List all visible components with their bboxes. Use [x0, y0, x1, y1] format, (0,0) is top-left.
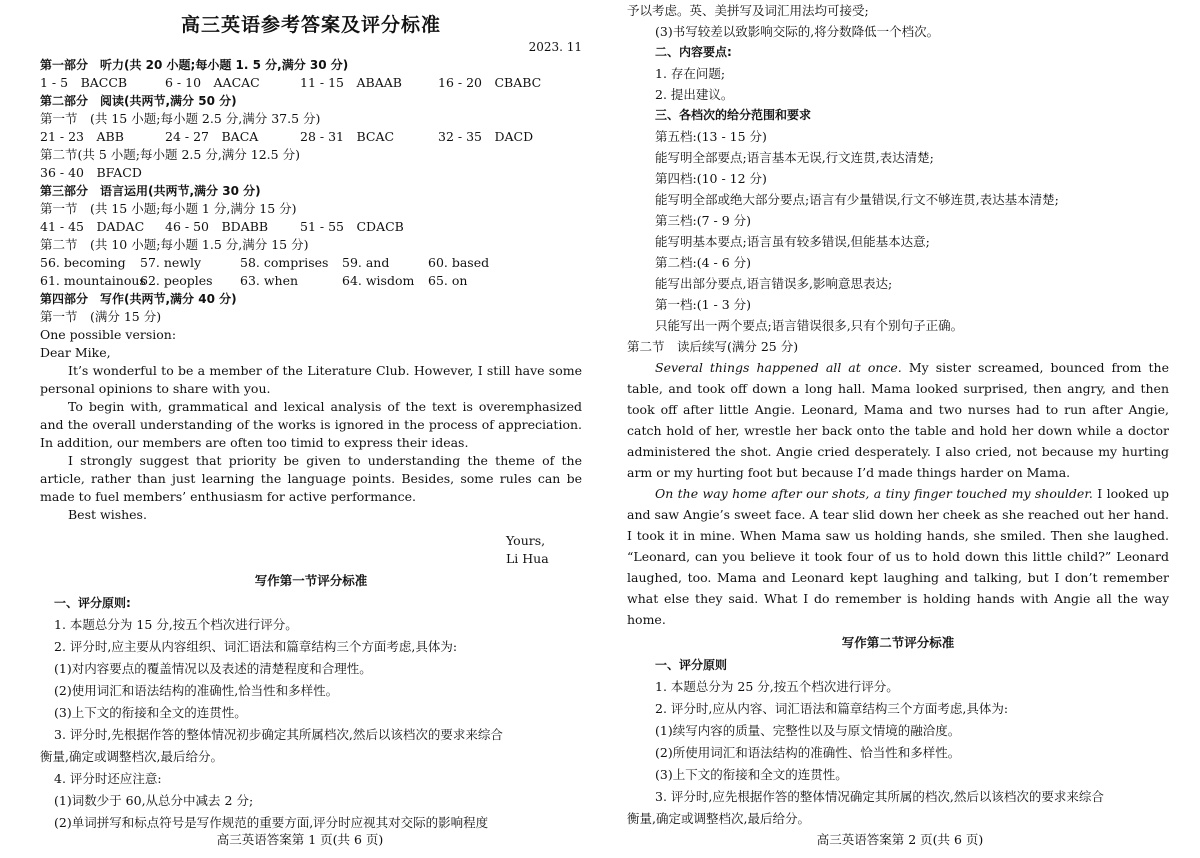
part-2-section-1: 第一节 (共 15 小题;每小题 2.5 分,满分 37.5 分) [40, 111, 321, 126]
grade-requirement: 能写明全部或绝大部分要点;语言有少量错误,行文不够连贯,表达基本清楚; [655, 192, 1059, 207]
scoring-standard-1 [40, 592, 582, 834]
standard-line: (1)词数少于 60,从总分中减去 2 分; [54, 793, 254, 808]
grade-level: 第二档:(4 - 6 分) [655, 255, 752, 270]
part-3-heading: 第三部分 语言运用(共两节,满分 30 分) [40, 184, 261, 198]
word-answer: 61. mountainous [40, 273, 146, 288]
story-text: My sister screamed, bounced from the table, and took off down a long hall. Mama looked surprised, then angry, and then took off after little Angie. Leonard, Mama and two nurses had to run after Angie, catch hold of her, wrestle her back onto the table and hold her down while a doctor administered the shot. Angie cried desperately. I also cried, not because my hurting arm or my hurting foot but because I’d made things harder on Mama. [627, 360, 1170, 480]
scoring-continuation [627, 0, 1169, 336]
story-text: I looked up and saw Angie’s sweet face. A tear slid down her cheek as she reached out her hand. I took it in mine. When Mama saw us holding hands, she smiled. Then she laughed. “Leonard, can you believe it took four of us to hold down this little child?” Leonard laughed, too. Mama and Leonard kept laughing and talking, but I don’t remember what else they said. What I do remember is holding hands with Angie all the way home. [627, 486, 1170, 627]
page-1-footer: 高三英语答案第 1 页(共 6 页) [216, 832, 384, 847]
page-2 [600, 0, 1200, 858]
answer-group: 41 - 45 DADAC [40, 219, 145, 234]
continuation-story [627, 357, 1169, 630]
standard-line: (3)上下文的衔接和全文的连贯性。 [655, 767, 848, 782]
word-answer: 63. when [240, 273, 299, 288]
standard-heading: 三、各档次的给分范围和要求 [655, 108, 812, 122]
grade-requirement: 只能写出一两个要点;语言错误很多,只有个别句子正确。 [655, 318, 964, 333]
possible-version-label: One possible version: [40, 327, 177, 342]
standard-line: 1. 本题总分为 15 分,按五个档次进行评分。 [54, 617, 298, 632]
standard-line: 衡量,确定或调整档次,最后给分。 [40, 749, 223, 764]
story-paragraph-2 [627, 483, 1169, 630]
letter-body [40, 362, 582, 524]
word-answer: 62. peoples [140, 273, 213, 288]
standard-line: (2)使用词汇和语法结构的准确性,恰当性和多样性。 [54, 683, 339, 698]
letter-greeting: Dear Mike, [40, 345, 111, 360]
standard-line: 一、评分原则 [655, 658, 728, 672]
answer-group: 6 - 10 AACAC [165, 75, 260, 90]
grade-level: 第四档:(10 - 12 分) [655, 171, 767, 186]
answers-36-40: 36 - 40 BFACD [40, 165, 142, 180]
letter-paragraph: It’s wonderful to be a member of the Literature Club. However, I still have some personal opinions to share with you. [40, 363, 582, 396]
grade-requirement: 能写出部分要点,语言错误多,影响意思表达; [655, 276, 893, 291]
part-4-heading: 第四部分 写作(共两节,满分 40 分) [40, 292, 237, 306]
letter-paragraph: To begin with, grammatical and lexical analysis of the text is overemphasized and the overall understanding of the works is ignored in the process of appreciation. In addition, our members are often too timid to express their ideas. [40, 399, 582, 450]
part-4-section-1: 第一节 (满分 15 分) [40, 309, 162, 324]
part-3-section-1: 第一节 (共 15 小题;每小题 1 分,满分 15 分) [40, 201, 297, 216]
standard-line: 4. 评分时还应注意: [54, 771, 162, 786]
story-paragraph-1 [627, 357, 1169, 483]
answer-group: 46 - 50 BDABB [165, 219, 269, 234]
answer-group: 16 - 20 CBABC [438, 75, 542, 90]
answer-group: 32 - 35 DACD [438, 129, 534, 144]
page-1-column [40, 0, 582, 834]
document-title: 高三英语参考答案及评分标准 [180, 14, 441, 36]
grade-level: 第一档:(1 - 3 分) [655, 297, 752, 312]
grade-requirement: 能写明基本要点;语言虽有较多错误,但能基本达意; [655, 234, 930, 249]
answers-21-35 [40, 128, 582, 146]
standard-line: 一、评分原则: [54, 596, 131, 610]
answers-61-65 [40, 272, 582, 290]
grade-level: 第三档:(7 - 9 分) [655, 213, 752, 228]
scoring-standard-2 [627, 654, 1169, 830]
answer-group: 21 - 23 ABB [40, 129, 124, 144]
grade-level: 第五档:(13 - 15 分) [655, 129, 767, 144]
standard-line: (3)书写较差以致影响交际的,将分数降低一个档次。 [655, 24, 940, 39]
document-date: 2023. 11 [528, 40, 582, 54]
standard-line: (1)续写内容的质量、完整性以及与原文情境的融洽度。 [655, 723, 961, 738]
word-answer: 59. and [342, 255, 390, 270]
answers-41-55 [40, 218, 582, 236]
answer-group: 51 - 55 CDACB [300, 219, 404, 234]
letter-signature: Li Hua [506, 551, 549, 566]
standard-line: (2)单词拼写和标点符号是写作规范的重要方面,评分时应视其对交际的影响程度 [54, 815, 489, 830]
section-2-heading: 第二节 读后续写(满分 25 分) [627, 339, 799, 354]
standard-line: (1)对内容要点的覆盖情况以及表述的清楚程度和合理性。 [54, 661, 372, 676]
standard-line: 1. 存在问题; [655, 66, 726, 81]
word-answer: 56. becoming [40, 255, 126, 270]
standard-line: 予以考虑。英、美拼写及词汇用法均可接受; [627, 3, 869, 18]
word-answer: 57. newly [140, 255, 202, 270]
answer-group: 28 - 31 BCAC [300, 129, 395, 144]
word-answer: 64. wisdom [342, 273, 415, 288]
letter-closing: Best wishes. [68, 507, 147, 522]
answer-group: 1 - 5 BACCB [40, 75, 128, 90]
part-3-section-2: 第二节 (共 10 小题;每小题 1.5 分,满分 15 分) [40, 237, 309, 252]
page-2-column [627, 0, 1169, 830]
standard-line: 2. 提出建议。 [655, 87, 734, 102]
scoring-standard-1-title: 写作第一节评分标准 [254, 573, 368, 588]
story-opening-sentence: On the way home after our shots, a tiny finger touched my shoulder. [655, 486, 1093, 501]
standard-heading: 二、内容要点: [655, 45, 732, 59]
answers-1-20 [40, 74, 582, 92]
answers-56-60 [40, 254, 582, 272]
word-answer: 60. based [428, 255, 490, 270]
answer-group: 24 - 27 BACA [165, 129, 259, 144]
letter-yours: Yours, [506, 533, 546, 548]
word-answer: 65. on [428, 273, 468, 288]
standard-line: 2. 评分时,应从内容、词汇语法和篇章结构三个方面考虑,具体为: [655, 701, 1009, 716]
grade-requirement: 能写明全部要点;语言基本无误,行文连贯,表达清楚; [655, 150, 934, 165]
standard-line: (3)上下文的衔接和全文的连贯性。 [54, 705, 247, 720]
standard-line: 2. 评分时,应主要从内容组织、词汇语法和篇章结构三个方面考虑,具体为: [54, 639, 458, 654]
story-opening-sentence: Several things happened all at once. [655, 360, 902, 375]
standard-line: 衡量,确定或调整档次,最后给分。 [627, 811, 810, 826]
page-2-footer: 高三英语答案第 2 页(共 6 页) [816, 832, 984, 847]
part-1-heading: 第一部分 听力(共 20 小题;每小题 1. 5 分,满分 30 分) [40, 58, 349, 72]
letter-paragraph: I strongly suggest that priority be given to understanding the theme of the article, rather than just learning the language points. Besides, some rules can be made to fuel members’ enthusiasm for active performance. [40, 453, 582, 504]
word-answer: 58. comprises [240, 255, 329, 270]
part-2-heading: 第二部分 阅读(共两节,满分 50 分) [40, 94, 237, 108]
part-2-section-2: 第二节(共 5 小题;每小题 2.5 分,满分 12.5 分) [40, 147, 300, 162]
standard-line: 3. 评分时,先根据作答的整体情况初步确定其所属档次,然后以该档次的要求来综合 [54, 727, 503, 742]
standard-line: 3. 评分时,应先根据作答的整体情况确定其所属的档次,然后以该档次的要求来综合 [655, 789, 1104, 804]
standard-line: 1. 本题总分为 25 分,按五个档次进行评分。 [655, 679, 899, 694]
scoring-standard-2-title: 写作第二节评分标准 [841, 635, 955, 650]
answer-group: 11 - 15 ABAAB [300, 75, 402, 90]
standard-line: (2)所使用词汇和语法结构的准确性、恰当性和多样性。 [655, 745, 961, 760]
